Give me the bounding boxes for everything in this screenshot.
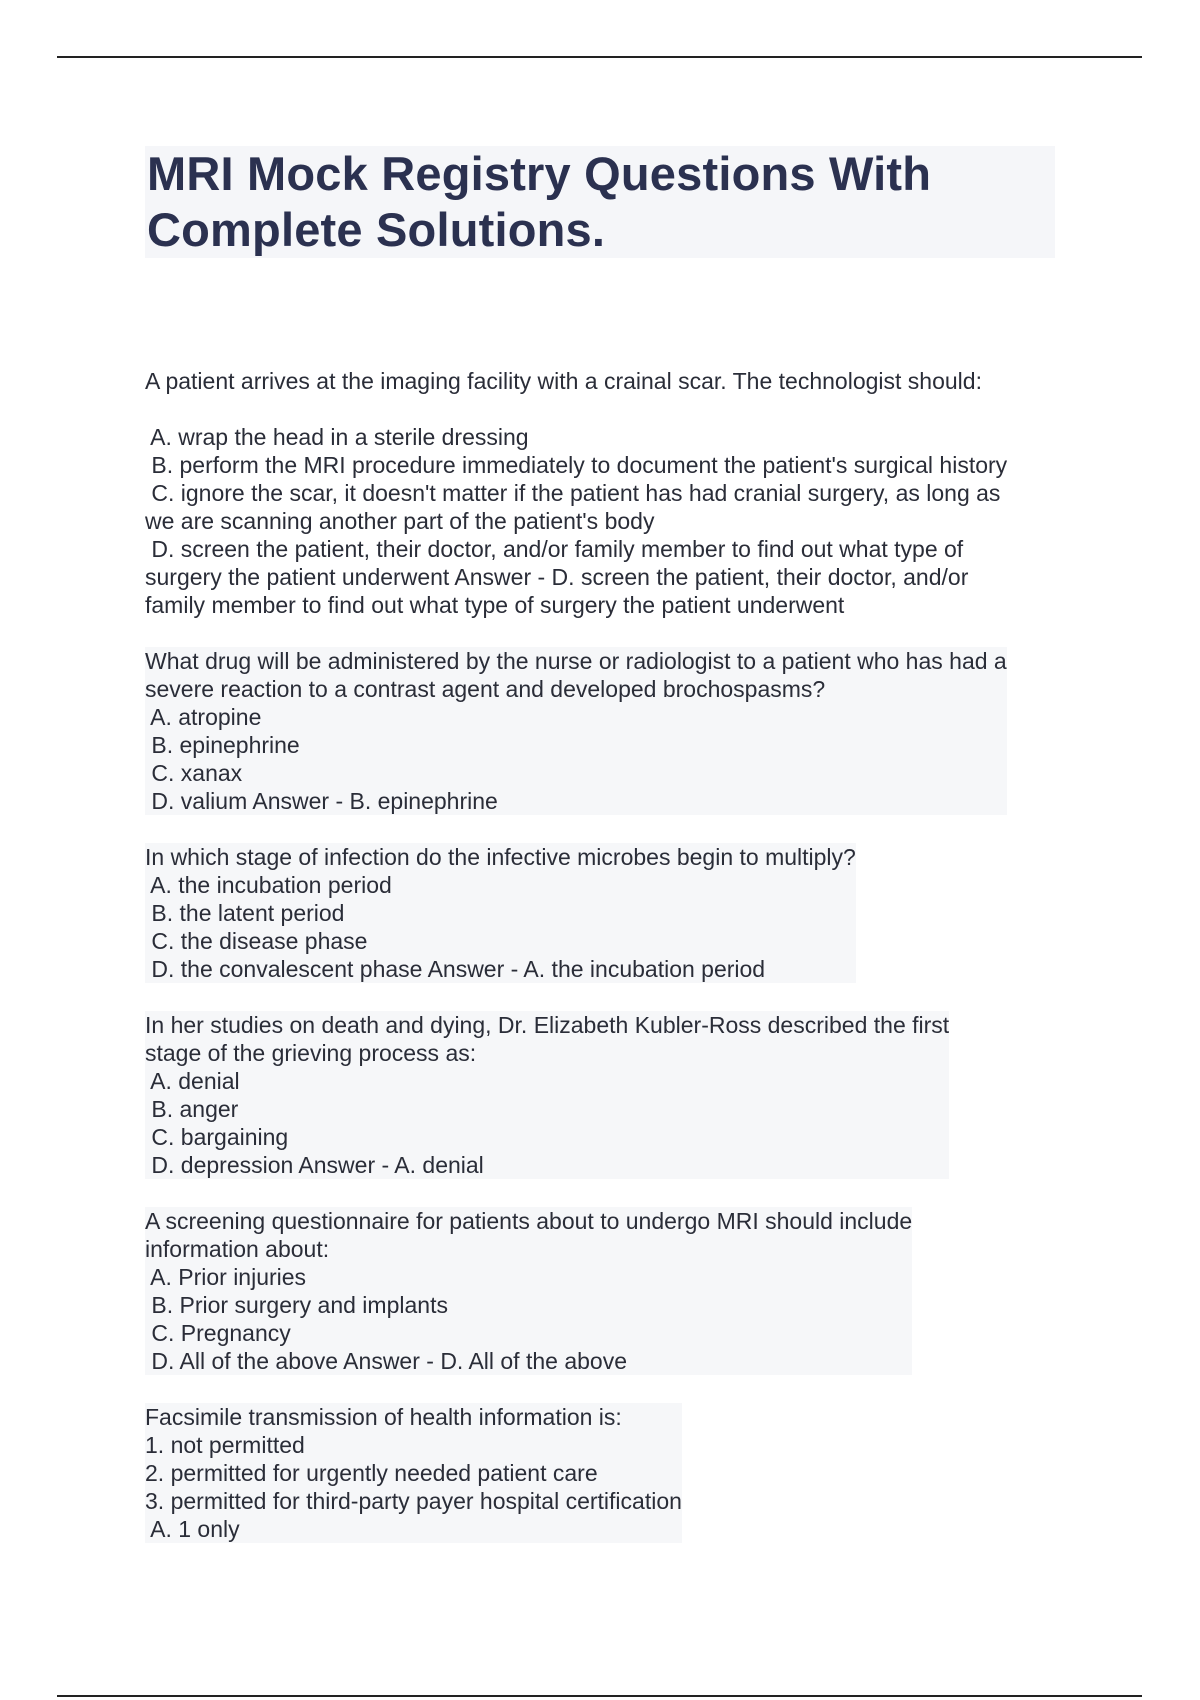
question-text: In her studies on death and dying, Dr. Elizabeth Kubler-Ross described the first: [145, 1012, 950, 1038]
option-line: B. Prior surgery and implants: [145, 1292, 448, 1318]
option-line: A. 1 only: [145, 1516, 240, 1542]
question-text: information about:: [145, 1236, 330, 1262]
answer-line: D. the convalescent phase Answer - A. the incubation period: [145, 956, 766, 982]
option-line: A. Prior injuries: [145, 1264, 307, 1290]
option-line: C. bargaining: [145, 1124, 289, 1150]
page-title: [145, 146, 1055, 258]
option-line: A. denial: [145, 1068, 240, 1094]
question-item: [145, 647, 1065, 815]
option-line: B. epinephrine: [145, 732, 300, 758]
option-line: B. the latent period: [145, 900, 345, 926]
question-text: What drug will be administered by the nurse or radiologist to a patient who has had a: [145, 648, 1007, 674]
question-list: [145, 367, 1065, 1571]
top-rule: [57, 56, 1142, 58]
title-block: [145, 146, 1055, 258]
question-item: [145, 1011, 1065, 1179]
option-line: C. Pregnancy: [145, 1320, 291, 1346]
question-item: [145, 1207, 1065, 1375]
option-line: D. screen the patient, their doctor, and/or family member to find out what type of: [145, 536, 964, 562]
question-text: In which stage of infection do the infective microbes begin to multiply?: [145, 844, 856, 870]
bottom-rule: [57, 1695, 1142, 1697]
answer-line: D. valium Answer - B. epinephrine: [145, 788, 498, 814]
option-line: A. atropine: [145, 704, 262, 730]
question-text: 1. not permitted: [145, 1432, 305, 1458]
question-item: [145, 843, 1065, 983]
question-text: stage of the grieving process as:: [145, 1040, 477, 1066]
option-line: C. ignore the scar, it doesn't matter if the patient has had cranial surgery, as long as: [145, 480, 1001, 506]
option-line: C. xanax: [145, 760, 243, 786]
option-line: A. wrap the head in a sterile dressing: [145, 424, 529, 450]
question-text: A screening questionnaire for patients about to undergo MRI should include: [145, 1208, 913, 1234]
option-line: surgery the patient underwent Answer - D. screen the patient, their doctor, and/or: [145, 564, 969, 590]
title-line-1: MRI Mock Registry Questions With: [147, 147, 932, 200]
question-text: A patient arrives at the imaging facility with a crainal scar. The technologist should:: [145, 368, 982, 394]
answer-line: D. All of the above Answer - D. All of the above: [145, 1348, 627, 1374]
answer-line: family member to find out what type of surgery the patient underwent: [145, 592, 845, 618]
option-line: A. the incubation period: [145, 872, 392, 898]
question-text: 2. permitted for urgently needed patient care: [145, 1460, 598, 1486]
option-line: we are scanning another part of the patient's body: [145, 508, 655, 534]
option-line: B. anger: [145, 1096, 239, 1122]
answer-line: D. depression Answer - A. denial: [145, 1152, 484, 1178]
question-item: [145, 1403, 1065, 1543]
question-item: [145, 367, 1065, 619]
option-line: C. the disease phase: [145, 928, 368, 954]
option-line: B. perform the MRI procedure immediately to document the patient's surgical history: [145, 452, 1008, 478]
question-text: 3. permitted for third-party payer hospital certification: [145, 1488, 682, 1514]
question-text: severe reaction to a contrast agent and developed brochospasms?: [145, 676, 826, 702]
title-line-2: Complete Solutions.: [147, 203, 606, 256]
question-text: Facsimile transmission of health information is:: [145, 1404, 622, 1430]
